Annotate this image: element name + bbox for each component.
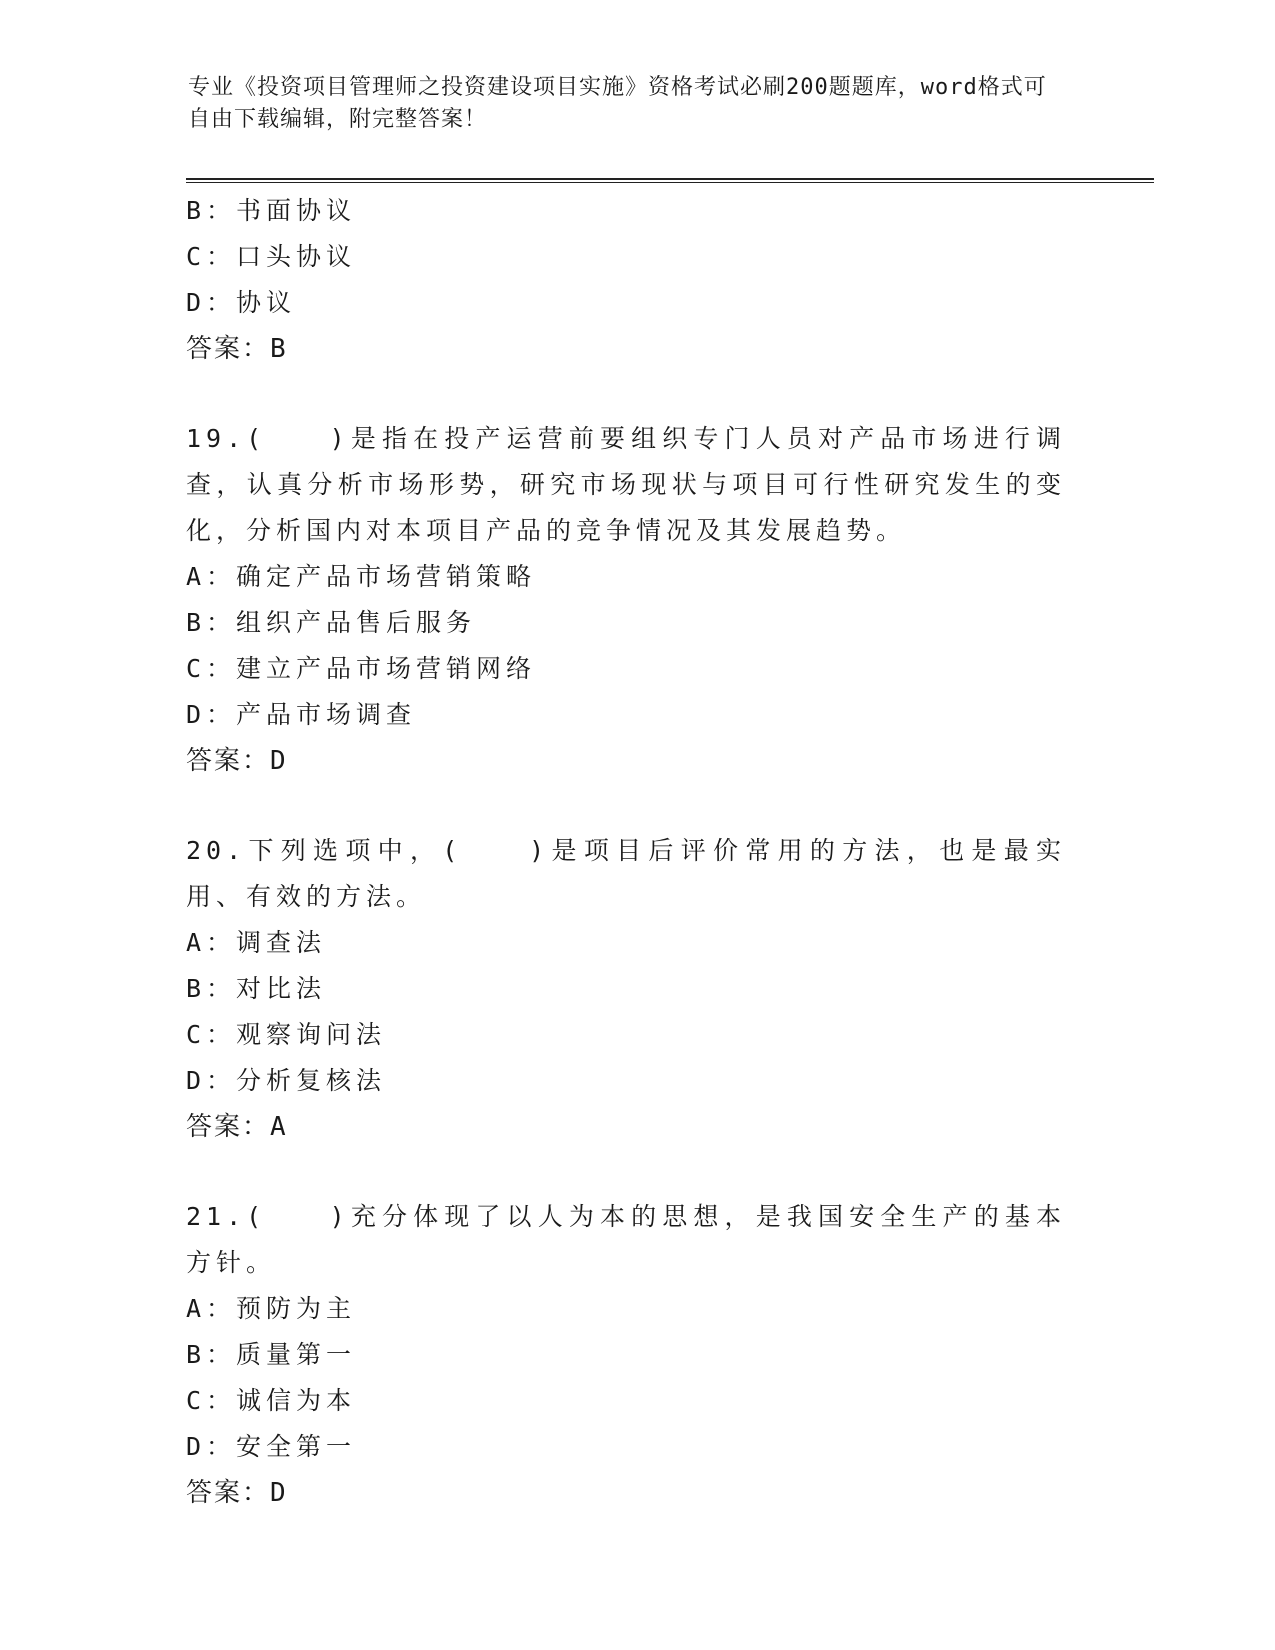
question-continued [186,188,1066,372]
option-d: D：安全第一 [186,1432,357,1461]
answer-line: 答案：A [186,1112,288,1142]
option-c: C：口头协议 [186,242,357,271]
option-b: B：对比法 [186,974,327,1003]
question-19 [186,416,1066,784]
option-c: C：建立产品市场营销网络 [186,654,537,683]
option-d: D：产品市场调查 [186,700,417,729]
header-rule [186,178,1154,183]
question-stem: 21.( )充分体现了以人为本的思想，是我国安全生产的基本方针。 [186,1202,1066,1277]
option-a: A：调查法 [186,928,327,957]
option-a: A：预防为主 [186,1294,357,1323]
option-b: B：质量第一 [186,1340,357,1369]
option-d: D：协议 [186,288,297,317]
question-21 [186,1194,1066,1516]
answer-line: 答案：B [186,334,288,364]
question-stem: 19.( )是指在投产运营前要组织专门人员对产品市场进行调查，认真分析市场形势，研究市场现状与项目可行性研究发生的变化，分析国内对本项目产品的竞争情况及其发展趋势。 [186,424,1066,545]
option-b: B：组织产品售后服务 [186,608,477,637]
document-body [186,188,1066,1560]
question-stem: 20.下列选项中，( )是项目后评价常用的方法，也是最实用、有效的方法。 [186,836,1066,911]
option-c: C：观察询问法 [186,1020,387,1049]
option-a: A：确定产品市场营销策略 [186,562,537,591]
option-d: D：分析复核法 [186,1066,387,1095]
question-20 [186,828,1066,1150]
answer-line: 答案：D [186,1478,288,1508]
answer-line: 答案：D [186,746,288,776]
option-c: C：诚信为本 [186,1386,357,1415]
option-b: B：书面协议 [186,196,357,225]
page-header: 专业《投资项目管理师之投资建设项目实施》资格考试必刷200题题库，word格式可自由下载编辑，附完整答案！ [188,75,1047,132]
